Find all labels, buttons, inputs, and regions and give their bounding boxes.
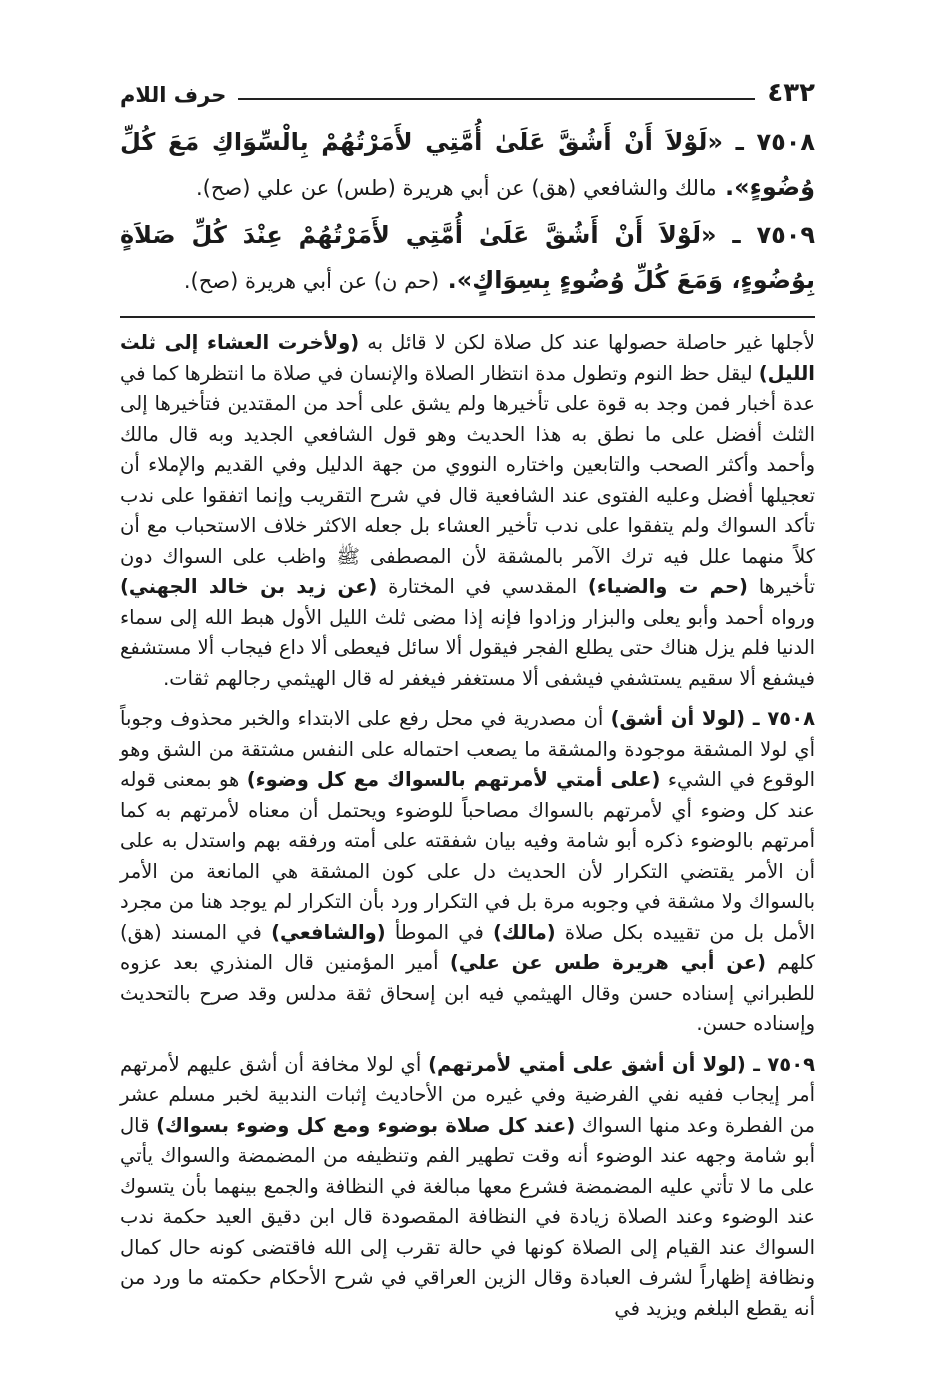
hadith-7509 — [120, 213, 815, 304]
commentary-text: ليقل حظ النوم وتطول مدة انتظار الصلاة والإنسان في صلاة ما انتظرها كما في عدة أخبار فمن وجد به قوة على تأخيرها ولم يشق على أحد من المقتدين فتأخيرها إلى الثلث أفضل على ما نطق به هذا الحديث وهو قول الشافعي الجديد وبه قال مالك وأحمد وأكثر الصحب والتابعين واختاره النووي من جهة الدليل وفي القديم والإملاء أن تعجيلها أفضل وعليه الفتوى عند الشافعية قال في شرح التقريب وإنما اتفقوا على ندب تأكد السواك ولم يتفقوا على ندب تأخير العشاء بل جعله الاكثر خلاف الاستحباب مع أن كلاً منهما علل فيه ترك الآمر بالمشقة لأن المصطفى ﷺ واظب على السواك دون تأخيرها — [120, 361, 815, 598]
hadith-text: «لَوْلاَ أَنْ أَشُقَّ عَلَىٰ أُمَّتِي لأَمَرْتُهُمْ عِنْدَ كُلِّ صَلاَةٍ بِوُضُوءٍ، وَمَعَ كُلِّ وُضُوءٍ بِسِوَاكٍ». — [120, 221, 815, 294]
commentary-bold: (عن زيد بن خالد الجهني) — [120, 575, 378, 598]
commentary-paragraph — [120, 704, 815, 1040]
commentary-text: في المسند (هق) كلهم — [120, 920, 815, 974]
commentary-bold: (والشافعي) — [271, 920, 386, 944]
commentary-bold: (حم ت والضياء) — [587, 575, 748, 598]
section-divider — [120, 316, 815, 318]
hadith-number: ٧٥٠٩ ـ — [732, 221, 816, 249]
hadith-section — [120, 120, 815, 304]
commentary-text: لأجلها غير حاصلة حصولها عند كل صلاة لكن لا قائل به — [359, 331, 815, 354]
commentary-paragraph — [120, 1050, 815, 1325]
commentary-text: أمير المؤمنين قال المنذري بعد عزوه للطبراني إسناده حسن وقال الهيثمي فيه ابن إسحاق ثقة مدلس وقد صرح بالتحديث وإسناده حسن. — [120, 951, 815, 1035]
commentary-paragraph — [120, 328, 815, 694]
commentary-text: أن مصدرية في محل رفع على الابتداء والخبر محذوف وجوباً أي لولا المشقة موجودة والمشقة ما يصعب احتماله على النفس مشتقة من الشق وهو الوقوع في الشيء — [120, 707, 815, 791]
hadith-number: ٧٥٠٨ ـ — [735, 128, 816, 156]
commentary-number: ٧٥٠٨ ـ — [745, 707, 815, 730]
commentary-bold: (عن أبي هريرة طس عن علي) — [449, 951, 767, 974]
commentary-text: هو بمعنى قوله عند كل وضوء أي لأمرتهم بالسواك مصاحباً للوضوء ويحتمل أن معناه لأمرتهم به كما أمرتهم بالوضوء ذكره أبو شامة وفيه بيان شفقته على أمته ورفقه بهم واستدل به على أن الأمر يقتضي التكرار لأن الحديث دل على كون المشقة هي المانعة من الأمر بالسواك ولا مشقة في وجوبه مرة بل في التكرار ورد بأن التكرار لم يوجد هنا من مجرد الأمل بل من تقييده بكل صلاة — [120, 768, 815, 944]
chapter-title: حرف اللام — [120, 83, 227, 107]
hadith-source: (حم ن) عن أبي هريرة (صح). — [183, 269, 440, 293]
hadith-text: «لَوْلاَ أَنْ أَشُقَّ عَلَىٰ أُمَّتِي لأَمَرْتُهُمْ بِالْسِّوَاكِ مَعَ كُلِّ وُضُوءٍ». — [120, 128, 815, 201]
commentary-number: ٧٥٠٩ ـ — [745, 1052, 815, 1076]
commentary-bold: (ولأخرت العشاء إلى ثلث الليل) — [120, 331, 815, 385]
commentary-text: المقدسي في المختارة — [377, 575, 588, 598]
commentary-text: ورواه أحمد وأبو يعلى والبزار وزادوا فإنه إذا مضى ثلث الليل الأول هبط الله إلى سماء الدنيا فلم يزل هناك حتى يطلع الفجر فيقول ألا سائل فيعطى ألا داع فيجاب ألا مستشفع فيشفع ألا سقيم يستشفي فيشفى ألا مستغفر فيغفر له قال الهيثمي رجالهم ثقات. — [120, 605, 815, 690]
commentary — [120, 328, 815, 1324]
commentary-bold: (مالك) — [493, 920, 556, 944]
hadith-source: مالك والشافعي (هق) عن أبي هريرة (طس) عن علي (صح). — [196, 176, 717, 200]
commentary-bold: (لولا أن أشق) — [610, 707, 745, 730]
commentary-text: أي لولا مخافة أن أشق عليهم لأمرتهم أمر إيجاب ففيه نفي الفرضية وفي غيره من الأحاديث إثبات الندبية لخبر مسلم عشر من الفطرة وعد منها السواك — [120, 1052, 816, 1137]
header-rule — [238, 98, 755, 100]
hadith-7508 — [120, 120, 815, 211]
commentary-bold: (لولا أن أشق على أمتي لأمرتهم) — [428, 1052, 746, 1076]
commentary-text: في الموطأ — [385, 920, 494, 944]
commentary-bold: (عند كل صلاة بوضوء ومع كل وضوء بسواك) — [156, 1113, 576, 1137]
commentary-bold: (على أمتي لأمرتهم بالسواك مع كل وضوء) — [246, 768, 661, 791]
page-header — [120, 66, 815, 106]
commentary-text: قال أبو شامة وجهه عند الوضوء أنه وقت تطهير الفم وتنظيفه من المضمضة والسواك يأتي على ما لا تأتي عليه المضمضة فشرع معها مبالغة في النظافة والجمع بينهما بأن يتسوك عند الوضوء وعند الصلاة زيادة في النظافة المقصودة قال ابن دقيق العيد حكمة ندب السواك عند القيام إلى الصلاة كونها في حالة تقرب إلى الله فاقتضى كونه حال كمال ونظافة إظهاراً لشرف العبادة وقال الزين العراقي في شرح الأحكام حكمته ما ورد من أنه يقطع البلغم ويزيد في — [120, 1113, 815, 1320]
page-number: ٤٣٢ — [767, 78, 815, 108]
